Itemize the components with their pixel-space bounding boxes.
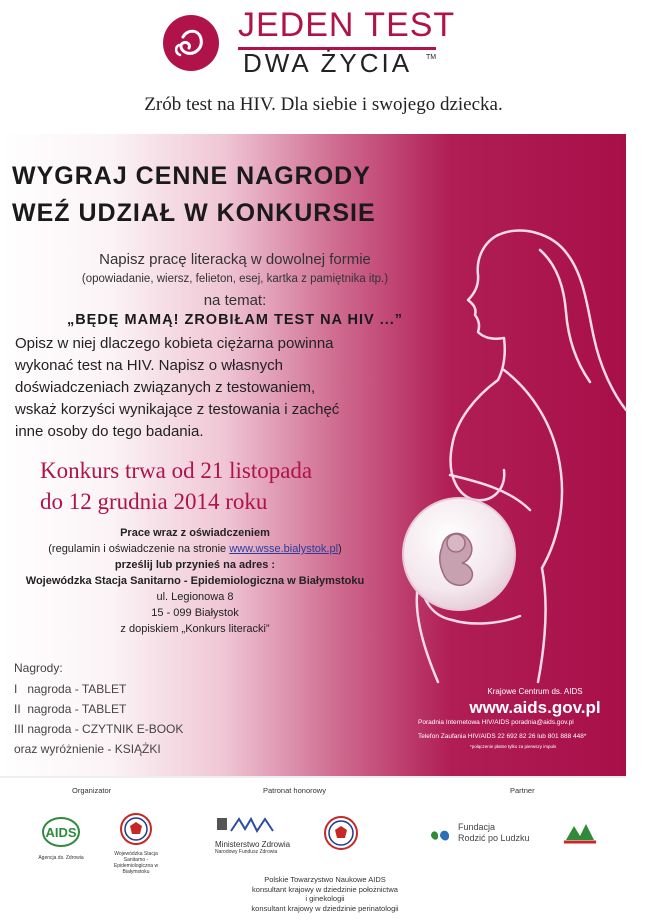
agency-logo-caption: Agencja ds. Zdrowia	[38, 855, 84, 861]
partner-label: Partner	[510, 786, 535, 795]
eagle-emblem-icon	[119, 812, 153, 846]
ptn-credits	[205, 875, 445, 913]
ptn-line4: konsultant krajowy w dziedzinie perinatologii	[251, 903, 399, 913]
body-line-5: inne osoby do tego badania.	[15, 423, 204, 440]
agency-logo	[33, 814, 89, 860]
submission-address-city: 15 - 099 Białystok	[151, 607, 239, 619]
organizer-label: Organizator	[72, 786, 112, 795]
brand-subtitle: DWA ŻYCIA	[243, 48, 413, 78]
contest-theme: „BĘDĘ MAMĄ! ZROBIŁAM TEST NA HIV ...”	[66, 312, 404, 328]
body-line-2: wykonać test na HIV. Napisz o własnych	[15, 357, 283, 374]
aids-logo-icon	[33, 814, 89, 850]
contest-dates-line2: do 12 grudnia 2014 roku	[40, 489, 268, 514]
submission-line1: Prace wraz z oświadczeniem	[120, 527, 270, 539]
brand-title: JEDEN TEST	[238, 6, 456, 44]
headline-line2: WEŹ UDZIAŁ W KONKURSIE	[12, 199, 376, 227]
intro-line2: (opowiadanie, wiersz, felieton, esej, kartka z pamiętnika itp.)	[81, 273, 389, 285]
wsse-logo-caption: Wojewódzka Stacja Sanitarno - Epidemiologiczna w Białymstoku	[113, 851, 159, 875]
eagle-emblem-icon	[323, 815, 359, 851]
intro-line1: Napisz pracę literacką w dowolnej formie	[99, 251, 371, 268]
submission-note: z dopiskiem „Konkurs literacki”	[120, 623, 270, 635]
foundation-logo-icon	[428, 824, 454, 846]
submission-address-org: Wojewódzka Stacja Sanitarno - Epidemiologiczna w Białymstoku	[25, 575, 365, 587]
pregnant-woman-illustration	[380, 220, 630, 690]
wsse-link[interactable]: www.wsse.bialystok.pl	[229, 543, 339, 555]
patronage-emblem	[323, 815, 359, 851]
contest-dates-line1: Konkurs trwa od 21 listopada	[40, 458, 313, 483]
body-line-3: doświadczeniach związanych z testowaniem,	[15, 379, 316, 396]
prize-item-3: III nagroda - CZYTNIK E-BOOK	[14, 722, 184, 736]
submission-address-street: ul. Legionowa 8	[156, 591, 234, 603]
submission-line2-suffix: )	[338, 543, 342, 555]
aids-center-name: Krajowe Centrum ds. AIDS	[487, 687, 583, 696]
body-line-4: wskaż korzyści wynikające z testowania i zachęć	[15, 401, 340, 418]
prize-item-2: II nagroda - TABLET	[14, 702, 127, 716]
ptn-line1: Polskie Towarzystwo Naukowe AIDS	[264, 875, 386, 884]
body-line-1: Opisz w niej dlaczego kobieta ciężarna powinna	[15, 335, 334, 352]
wsse-logo	[107, 812, 165, 878]
fetus-icon	[402, 497, 516, 611]
tree-logo-icon	[560, 818, 600, 848]
patronage-label: Patronat honorowy	[263, 786, 326, 795]
aids-center-url[interactable]: www.aids.gov.pl	[469, 698, 601, 717]
intro-line3: na temat:	[203, 292, 267, 309]
baby-logo-icon	[163, 15, 219, 71]
foundation-logo	[428, 822, 528, 852]
aids-center-phone: Telefon Zaufania HIV/AIDS 22 692 82 26 lub 801 888 448*	[418, 733, 587, 740]
foundation-name-line2: Rodzić po Ludzku	[458, 833, 530, 843]
svg-text:AIDS: AIDS	[45, 825, 77, 840]
ministry-logo-icon	[215, 815, 295, 835]
ministry-subtitle: Narodowy Fundusz Zdrowia	[215, 849, 278, 855]
submission-line2	[0, 543, 390, 555]
headline-line1: WYGRAJ CENNE NAGRODY	[12, 162, 371, 190]
prizes-title: Nagrody:	[14, 661, 63, 675]
aids-center-email: Poradnia Internetowa HIV/AIDS poradnia@aids.gov.pl	[418, 719, 574, 726]
trademark-mark: TM	[426, 54, 437, 61]
band-edge	[0, 776, 626, 778]
ptn-line3: i ginekologii	[305, 894, 345, 903]
prize-item-1: I nagroda - TABLET	[14, 682, 127, 696]
aids-center-footnote: *połączenie płatne tylko za pierwszy impuls	[470, 744, 557, 749]
submission-line3: prześlij lub przynieś na adres :	[114, 559, 276, 571]
tagline: Zrób test na HIV. Dla siebie i swojego dziecka.	[144, 94, 503, 115]
ministry-logo	[215, 815, 295, 855]
prize-item-4: oraz wyróżnienie - KSIĄŻKI	[14, 742, 161, 756]
foundation-name-line1: Fundacja	[458, 822, 496, 832]
ministry-name: Ministerstwo Zdrowia	[215, 840, 291, 849]
submission-line2-prefix: (regulamin i oświadczenie na stronie	[48, 543, 230, 555]
ptn-line2: konsultant krajowy w dziedzinie położnictwa	[252, 884, 398, 894]
tree-logo	[560, 818, 600, 854]
